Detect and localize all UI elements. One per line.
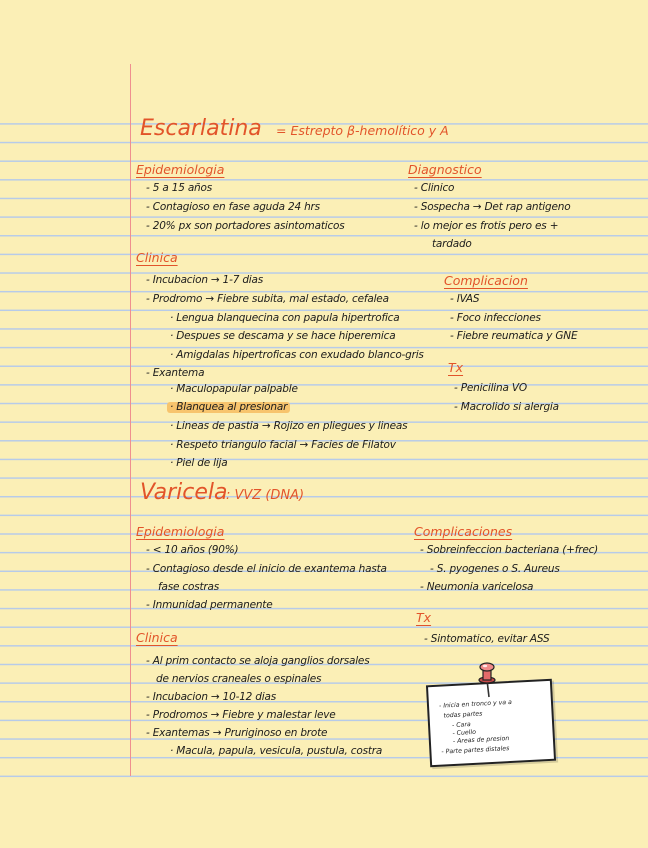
list-item: · Lineas de pastia → Rojizo en pliegues y lineas (170, 420, 408, 432)
list-item: - Prodromo → Fiebre subita, mal estado, cefalea (146, 293, 389, 305)
section-subtitle-escarlatina: = Estrepto β-hemolítico y A (276, 123, 449, 138)
list-item: - S. pyogenes o S. Aureus (430, 563, 560, 575)
note-line: - Parte partes distales (441, 745, 510, 756)
paper-top-margin (0, 0, 648, 122)
list-item: - Incubacion → 1-7 dias (146, 274, 264, 286)
list-item: tardado (432, 238, 472, 250)
margin-line (130, 64, 131, 776)
list-item: - 5 a 15 años (146, 182, 212, 194)
list-item: - Incubacion → 10-12 dias (146, 691, 276, 703)
note-line: - Areas de presion (452, 735, 510, 746)
heading-epidemiologia: Epidemiologia (136, 524, 225, 539)
list-item: - Sospecha → Det rap antigeno (414, 201, 571, 213)
heading-diagnostico: Diagnostico (408, 162, 482, 177)
paper-bottom-margin (0, 780, 648, 848)
list-item: - Inmunidad permanente (146, 599, 273, 611)
list-item: · Respeto triangulo facial → Facies de Filatov (170, 439, 396, 451)
list-item: - Fiebre reumatica y GNE (450, 330, 578, 342)
list-item: · Despues se descama y se hace hiperemica (170, 330, 396, 342)
list-item: - lo mejor es frotis pero es + (414, 220, 559, 232)
list-item: - Sintomatico, evitar ASS (424, 633, 550, 645)
list-item: - Contagioso en fase aguda 24 hrs (146, 201, 320, 213)
heading-tx: Tx (416, 610, 432, 625)
list-item: - Prodromos → Fiebre y malestar leve (146, 709, 336, 721)
heading-complicacion: Complicacion (444, 273, 528, 288)
list-item: · Piel de lija (170, 457, 228, 469)
list-item: - Exantema (146, 367, 205, 379)
list-item: de nervios craneales o espinales (156, 673, 322, 685)
list-item: - Al prim contacto se aloja ganglios dorsales (146, 655, 370, 667)
list-item: - < 10 años (90%) (146, 544, 239, 556)
list-item: - Neumonia varicelosa (420, 581, 534, 593)
list-item: · Lengua blanquecina con papula hipertrofica (170, 312, 400, 324)
note-line: - Cuello (452, 728, 477, 738)
section-title-varicela: Varicela (140, 480, 228, 505)
list-item: - Clinico (414, 182, 455, 194)
heading-complicaciones: Complicaciones (414, 524, 513, 539)
note-line: todas partes (443, 710, 483, 720)
push-pin-icon (476, 660, 498, 700)
list-item: - IVAS (450, 293, 480, 305)
list-item: - 20% px son portadores asintomaticos (146, 220, 345, 232)
section-title-escarlatina: Escarlatina (140, 116, 262, 141)
list-item: · Amigdalas hipertroficas con exudado blanco-gris (170, 349, 424, 361)
list-item: - Penicilina VO (454, 382, 527, 394)
list-item: fase costras (158, 581, 220, 593)
heading-tx: Tx (448, 360, 464, 375)
note-line: - Inicia en tronco y va a (438, 698, 513, 710)
list-item: - Macrolido si alergia (454, 401, 559, 413)
note-line: - Cara (451, 721, 471, 730)
section-subtitle-varicela: : VVZ (DNA) (226, 488, 305, 503)
highlighted-item: · Blanquea al presionar (167, 402, 290, 413)
list-item: · Maculopapular palpable (170, 383, 298, 395)
heading-epidemiologia: Epidemiologia (136, 162, 225, 177)
heading-clinica: Clinica (136, 250, 178, 265)
list-item: - Foco infecciones (450, 312, 541, 324)
list-item: · Macula, papula, vesicula, pustula, costra (170, 745, 383, 757)
list-item: - Sobreinfeccion bacteriana (+frec) (420, 544, 599, 556)
list-item: - Contagioso desde el inicio de exantema hasta (146, 563, 387, 575)
heading-clinica: Clinica (136, 630, 178, 645)
list-item: - Exantemas → Pruriginoso en brote (146, 727, 328, 739)
